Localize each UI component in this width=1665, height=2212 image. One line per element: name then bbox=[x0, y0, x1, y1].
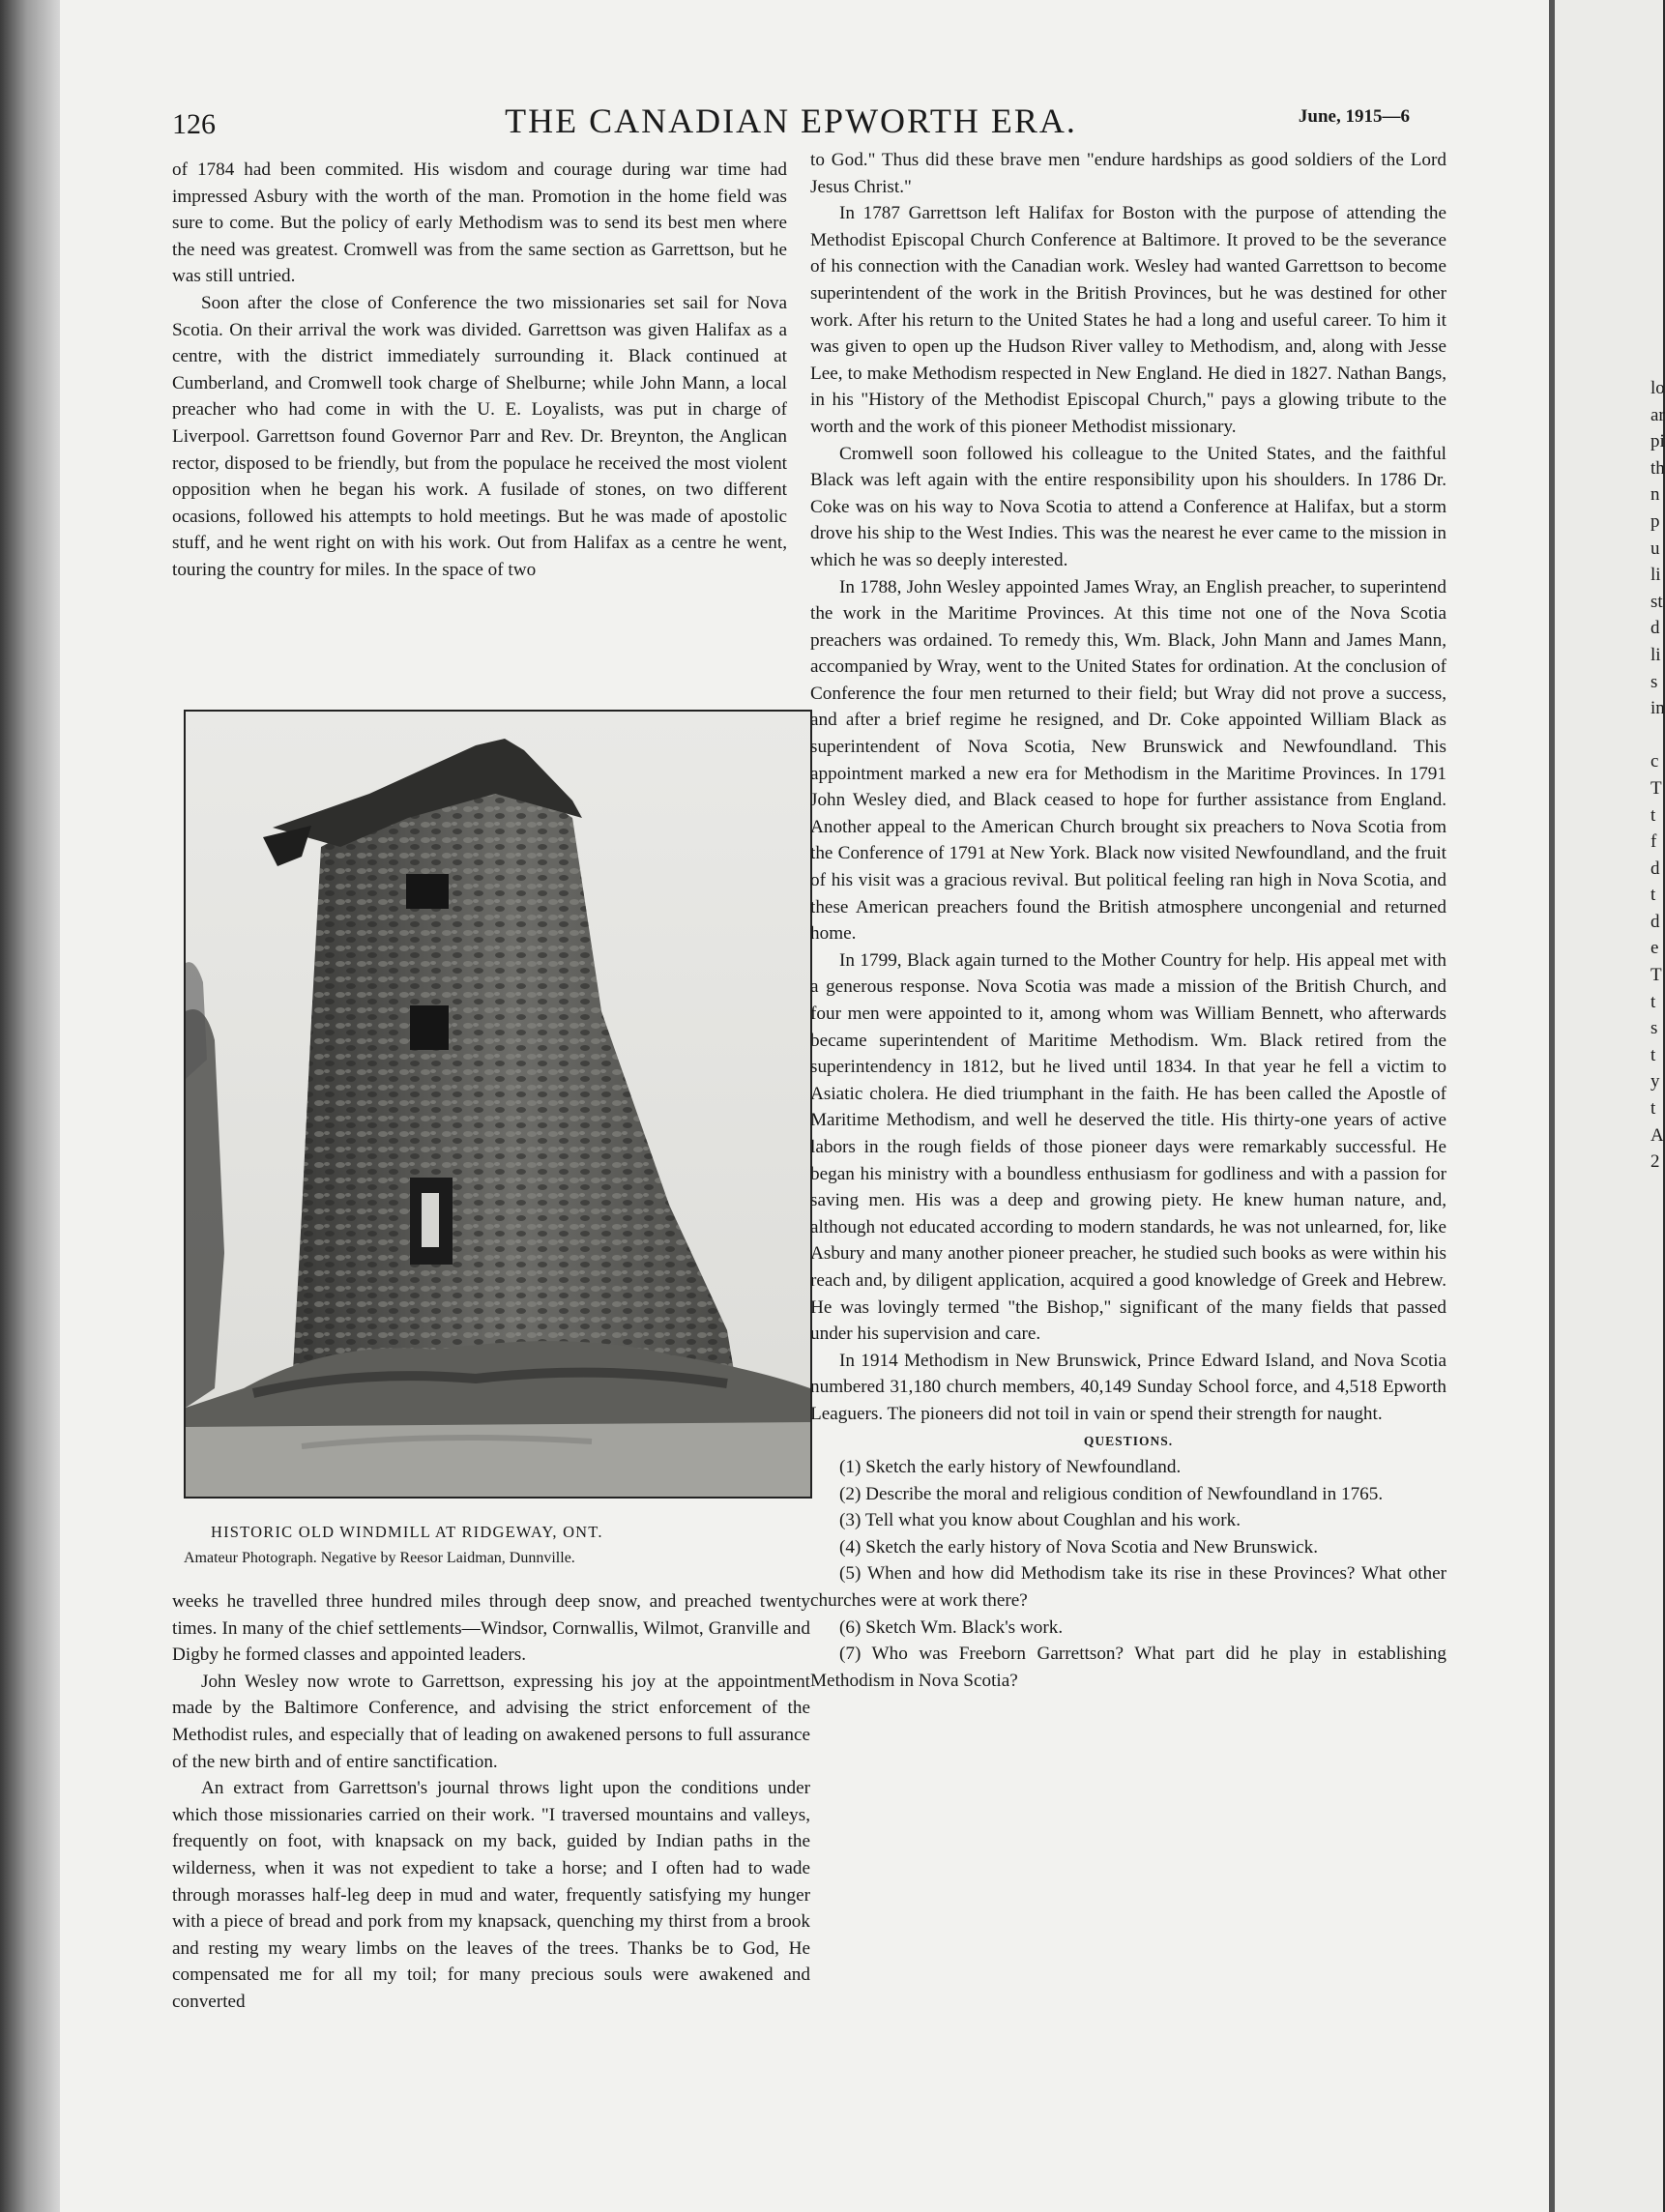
paragraph: weeks he travelled three hundred miles through deep snow, and preached twenty times. In many of the chief settlements—Windsor, Cornwallis, Wilmot, Granville and Digby he formed classes and appointed leaders. bbox=[172, 1591, 810, 1666]
adjacent-text-fragment: y bbox=[1650, 1071, 1660, 1092]
adjacent-text-fragment: p bbox=[1650, 510, 1660, 532]
paragraph: Soon after the close of Conference the two missionaries set sail for Nova Scotia. On their arrival the work was divided. Garrettson was given Halifax as a centre, with the district immediately surrounding it. Black continued at Cumberland, and Cromwell took charge of Shelburne; while John Mann, a local preacher who had come in with the U. E. Loyalists, was put in charge of Liverpool. Garrettson found Governor Parr and Rev. Dr. Breynton, the Anglican rector, disposed to be friendly, but from the populace he received the most violent opposition when he began his work. A fusilade of stones, on two different ocasions, followed his attempts to hold meetings. But he was made of apostolic stuff, and he went right on with his work. Out from Halifax as a centre he went, touring the country for miles. In the space of two bbox=[172, 292, 787, 580]
adjacent-text-fragment: in bbox=[1650, 698, 1665, 719]
question-item: (1) Sketch the early history of Newfoundland. bbox=[839, 1457, 1182, 1478]
adjacent-text-fragment: th bbox=[1650, 457, 1665, 479]
questions-section bbox=[810, 1428, 1446, 1695]
adjacent-text-fragment: u bbox=[1650, 538, 1660, 559]
adjacent-text-fragment: t bbox=[1650, 1044, 1656, 1065]
page-fold bbox=[1549, 0, 1555, 2212]
adjacent-text-fragment: pi bbox=[1650, 431, 1665, 452]
paragraph: In 1799, Black again turned to the Mother Country for help. His appeal met with a generous response. Nova Scotia was made a mission of the British Church, and four men were appointed to it, among whom was William Bennett, who afterwards became superintendent of Maritime Methodism. Wm. Black retired from the superintendency in 1812, but he lived until 1834. In that year he fell a victim to Asiatic cholera. He died triumphant in the faith. He has been called the Apostle of Maritime Methodism, and well he deserved the title. His thirty-one years of active labors in the rough fields of those pioneer days were remarkably successful. He began his ministry with a boundless enthusiasm for godliness and with a passion for saving men. His was a deep and growing piety. He knew human nature, and, although not educated according to modern standards, he was not unlearned, for, like Asbury and many another pioneer preacher, he studied such books as were within his reach and, by diligent application, acquired a good knowledge of Greek and Hebrew. He was lovingly termed "the Bishop," significant of the many fields that passed under his supervision and care. bbox=[810, 949, 1446, 1345]
figure-caption: HISTORIC OLD WINDMILL AT RIDGEWAY, ONT. bbox=[211, 1523, 603, 1541]
adjacent-text-fragment: li bbox=[1650, 565, 1661, 586]
paragraph: John Wesley now wrote to Garrettson, expressing his joy at the appointment made by the Baltimore Conference, and advising the strict enforcement of the Methodist rules, and especially that of leading on awakened persons to full assurance of the new birth and of entire sanctification. bbox=[172, 1671, 810, 1772]
adjacent-text-fragment: T bbox=[1650, 965, 1662, 986]
adjacent-page-edge bbox=[1549, 0, 1663, 2212]
paragraph: An extract from Garrettson's journal throws light upon the conditions under which those missionaries carried on their work. "I traversed mountains and valleys, frequently on foot, with knapsack on my back, guided by Indian paths in the wilderness, when it was not expedient to take a horse; and I often had to wade through morasses half-leg deep in mud and water, frequently satisfying my hunger with a piece of bread and pork from my knapsack, quenching my thirst from a brook and resting my weary limbs on the leaves of the trees. Thanks be to God, He compensated me for all my toil; for many precious souls were awakened and converted bbox=[172, 1778, 810, 2012]
paragraph: of 1784 had been commited. His wisdom and courage during war time had impressed Asbury with the worth of the man. Promotion in the home field was sure to come. But the policy of early Methodism was to send its best men where the need was greatest. Cromwell was from the same section as Garrettson, but he was still untried. bbox=[172, 160, 787, 287]
adjacent-text-fragment: t bbox=[1650, 1098, 1656, 1120]
adjacent-page-text bbox=[1650, 375, 1665, 1176]
paragraph: In 1788, John Wesley appointed James Wray, an English preacher, to superintend the work in the Maritime Provinces. At this time not one of the Nova Scotia preachers was ordained. To remedy this, Wm. Black, John Mann and James Mann, accompanied by Wray, went to the United States for ordination. At the conclusion of Conference the four men returned to their field; but Wray did not prove a success, and after a brief regime he resigned, and Dr. Coke appointed William Black as superintendent of Nova Scotia, New Brunswick and Newfoundland. This appointment marked a new era for Methodism in the Maritime Provinces. In 1791 John Wesley died, and Black ceased to hope for further assistance from England. Another appeal to the American Church brought six preachers to Nova Scotia from the Conference of 1791 at New York. Black now visited Newfoundland, and the fruit of his visit was a gracious revival. But political feeling ran high in Nova Scotia, and these American preachers found the British atmosphere uncongenial and returned home. bbox=[810, 576, 1446, 945]
adjacent-text-fragment: d bbox=[1650, 911, 1660, 932]
question-item: (7) Who was Freeborn Garrettson? What part did he play in establishing Methodism in Nova Scotia? bbox=[810, 1644, 1446, 1691]
column-left-top bbox=[172, 157, 787, 584]
question-item: (5) When and how did Methodism take its rise in these Provinces? What other churches were at work there? bbox=[810, 1563, 1446, 1612]
page-number: 126 bbox=[172, 108, 216, 140]
windmill-photograph bbox=[184, 710, 812, 1499]
book-binding bbox=[0, 0, 60, 2212]
adjacent-text-fragment bbox=[1650, 722, 1665, 749]
adjacent-text-fragment: ar bbox=[1650, 404, 1665, 425]
adjacent-text-fragment: t bbox=[1650, 804, 1656, 826]
windmill-photo-image bbox=[186, 712, 810, 1497]
adjacent-text-fragment: n bbox=[1650, 484, 1660, 506]
paragraph: In 1787 Garrettson left Halifax for Boston with the purpose of attending the Methodist Episcopal Church Conference at Baltimore. It proved to be the severance of his connection with the Canadian work. Wesley had wanted Garrettson to become superintendent of the work in the British Provinces, but he was destined for other work. After his return to the United States he had a long and useful career. To him it was given to open up the Hudson River valley to Methodism, and, along with Jesse Lee, to make Methodism respected in New England. He died in 1827. Nathan Bangs, in his "History of the Methodist Episcopal Church," pays a glowing tribute to the worth and the work of this pioneer Methodist missionary. bbox=[810, 203, 1446, 437]
adjacent-text-fragment: d bbox=[1650, 618, 1660, 639]
adjacent-text-fragment: A bbox=[1650, 1124, 1664, 1146]
paragraph: In 1914 Methodism in New Brunswick, Prince Edward Island, and Nova Scotia numbered 31,180 church members, 40,149 Sunday School force, and 4,518 Epworth Leaguers. The pioneers did not toil in vain or spend their strength for naught. bbox=[810, 1350, 1446, 1424]
adjacent-text-fragment: c bbox=[1650, 751, 1659, 772]
issue-date: June, 1915—6 bbox=[1298, 106, 1410, 127]
adjacent-text-fragment: li bbox=[1650, 644, 1661, 665]
adjacent-text-fragment: e bbox=[1650, 938, 1659, 959]
adjacent-text-fragment: 2 bbox=[1650, 1151, 1660, 1173]
adjacent-text-fragment: s bbox=[1650, 1018, 1658, 1039]
paragraph: Cromwell soon followed his colleague to the United States, and the faithful Black was left again with the entire responsibility upon his shoulders. In 1786 Dr. Coke was on his way to Nova Scotia to attend a Conference at Halifax, but a storm drove his ship to the West Indies. This was the nearest he ever came to the mission in which he was so deeply interested. bbox=[810, 443, 1446, 570]
paragraph: to God." Thus did these brave men "endure hardships as good soldiers of the Lord Jesus Christ." bbox=[810, 150, 1446, 197]
adjacent-text-fragment: lo bbox=[1650, 378, 1665, 398]
adjacent-text-fragment: t bbox=[1650, 885, 1656, 906]
question-item: (4) Sketch the early history of Nova Scotia and New Brunswick. bbox=[839, 1536, 1319, 1557]
adjacent-text-fragment: t bbox=[1650, 991, 1656, 1012]
magazine-title: THE CANADIAN EPWORTH ERA. bbox=[505, 102, 1077, 140]
adjacent-text-fragment: d bbox=[1650, 858, 1660, 879]
question-item: (2) Describe the moral and religious condition of Newfoundland in 1765. bbox=[839, 1483, 1384, 1504]
column-left-bottom bbox=[172, 1588, 810, 2016]
adjacent-text-fragment: f bbox=[1650, 831, 1657, 853]
question-item: (6) Sketch Wm. Black's work. bbox=[839, 1616, 1064, 1638]
adjacent-text-fragment: s bbox=[1650, 671, 1658, 692]
adjacent-text-fragment: T bbox=[1650, 777, 1662, 799]
page-header bbox=[172, 101, 1410, 147]
question-item: (3) Tell what you know about Coughlan and his work. bbox=[839, 1510, 1241, 1531]
column-right bbox=[810, 147, 1446, 1694]
figure-credit: Amateur Photograph. Negative by Reesor Laidman, Dunnville. bbox=[184, 1550, 575, 1566]
adjacent-text-fragment: st bbox=[1650, 591, 1663, 612]
questions-heading: QUESTIONS. bbox=[1083, 1433, 1174, 1448]
